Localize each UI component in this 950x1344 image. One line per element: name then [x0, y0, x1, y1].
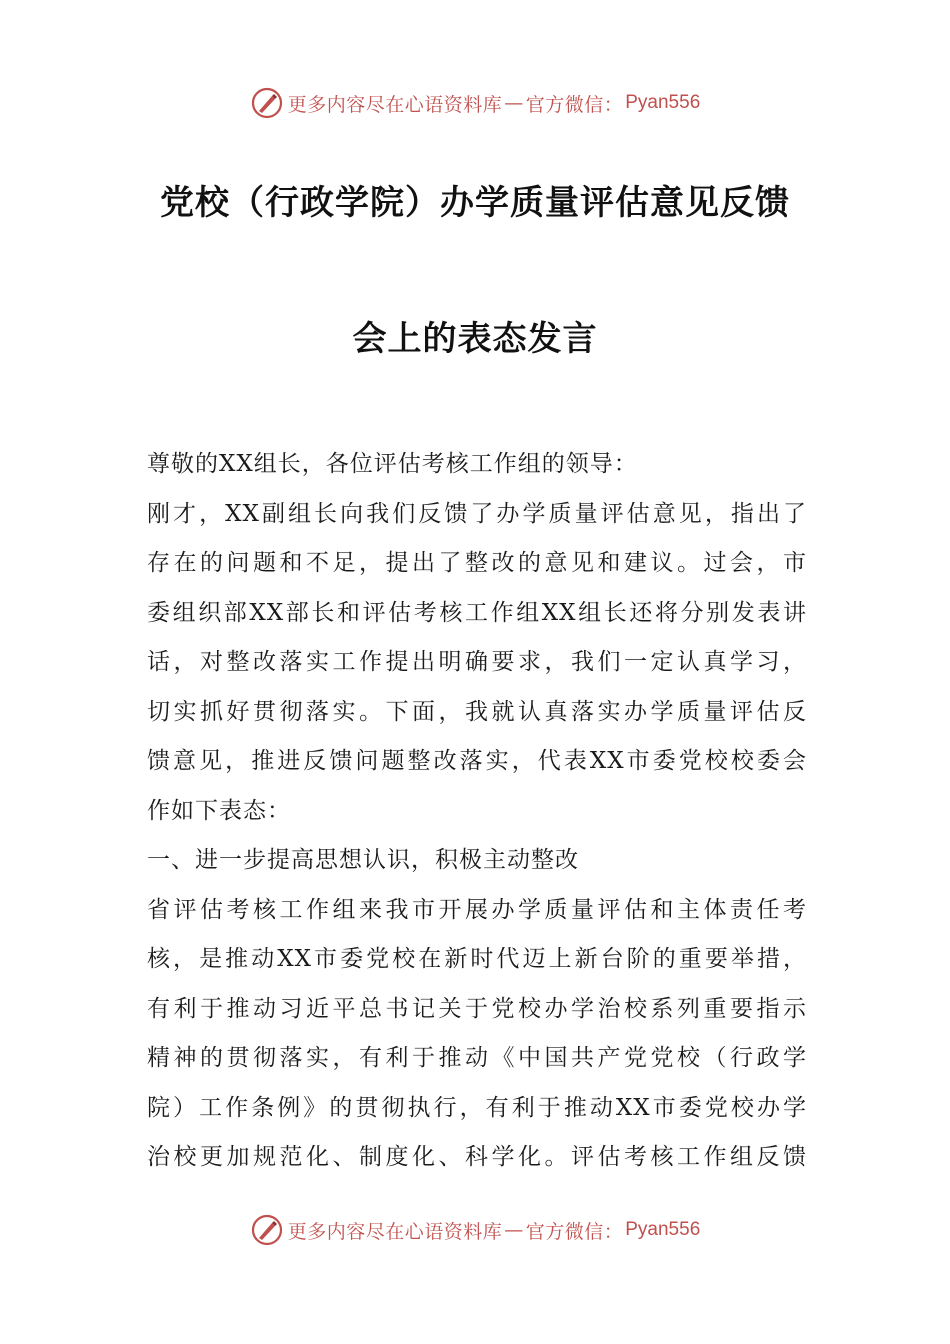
body-line: 院）工作条例》的贯彻执行，有利于推动XX市委党校办学 — [147, 1094, 807, 1121]
pen-circle-logo-icon — [250, 1213, 284, 1247]
body-line: 存在的问题和不足，提出了整改的意见和建议。过会，市 — [147, 550, 807, 576]
watermark-official-label: 官方微信： — [525, 93, 624, 116]
body-line: 话，对整改落实工作提出明确要求，我们一定认真学习， — [147, 649, 807, 675]
body-line: 委组织部XX部长和评估考核工作组XX组长还将分别发表讲 — [147, 599, 807, 626]
body-line: 切实抓好贯彻落实。下面，我就认真落实办学质量评估反 — [147, 698, 807, 725]
body-line: 刚才，XX副组长向我们反馈了办学质量评估意见，指出了 — [147, 500, 807, 527]
body-line: 省评估考核工作组来我市开展办学质量评估和主体责任考 — [147, 896, 807, 923]
body-line: 馈意见，推进反馈问题整改落实，代表XX市委党校校委会 — [147, 748, 807, 774]
document-body — [147, 440, 807, 1183]
body-line: 核，是推动XX市委党校在新时代迈上新台阶的重要举措， — [147, 946, 807, 972]
body-line: 治校更加规范化、制度化、科学化。评估考核工作组反馈 — [147, 1144, 807, 1170]
watermark-dash: — — [504, 1219, 524, 1241]
body-line: 精神的贯彻落实，有利于推动《中国共产党党校（行政学 — [147, 1045, 807, 1071]
body-line: 作如下表态： — [147, 797, 291, 824]
footer-watermark — [0, 1213, 950, 1247]
header-watermark — [0, 86, 950, 120]
watermark-dash: — — [504, 92, 524, 114]
pen-circle-logo-icon — [250, 86, 284, 120]
document-title-line-2: 会上的表态发言 — [352, 319, 598, 359]
watermark-text: 更多内容尽在心语资料库 — [287, 93, 503, 116]
watermark-official-label: 官方微信： — [525, 1220, 624, 1243]
body-line: 有利于推动习近平总书记关于党校办学治校系列重要指示 — [147, 995, 807, 1022]
document-title-line-1: 党校（行政学院）办学质量评估意见反馈 — [160, 183, 790, 223]
section-heading: 一、进一步提高思想认识，积极主动整改 — [147, 847, 579, 873]
watermark-wechat-id: Pyan556 — [625, 1219, 701, 1240]
watermark-text: 更多内容尽在心语资料库 — [287, 1220, 503, 1243]
watermark-wechat-id: Pyan556 — [625, 92, 701, 113]
salutation-line: 尊敬的XX组长，各位评估考核工作组的领导： — [147, 451, 638, 477]
